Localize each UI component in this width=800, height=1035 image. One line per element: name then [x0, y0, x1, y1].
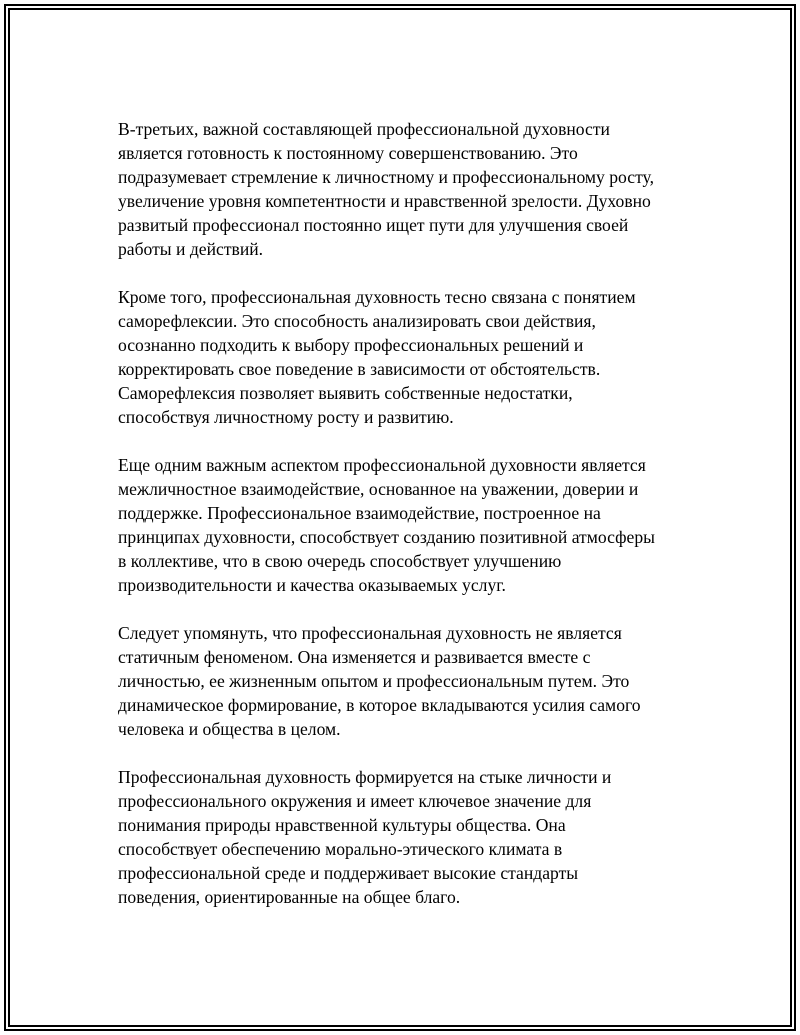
paragraph-1: В-третьих, важной составляющей профессиональной духовности является готовность к постоянному совершенствованию. Это подразумевает стремление к личностному и профессиональному росту, увеличение уровня компетентности и нравственной зрелости. Духовно развитый профессионал постоянно ищет пути для улучшения своей работы и действий. — [118, 119, 654, 259]
paragraph-5: Профессиональная духовность формируется на стыке личности и профессионального окружения и имеет ключевое значение для понимания природы нравственной культуры общества. Она способствует обеспечению морально-этического климата в профессиональной среде и поддерживает высокие стандарты поведения, ориентированные на общее благо. — [118, 767, 612, 907]
paragraph-2: Кроме того, профессиональная духовность тесно связана с понятием саморефлексии. Это способность анализировать свои действия, осознанно подходить к выбору профессиональных решений и корректировать свое поведение в зависимости от обстоятельств. Саморефлексия позволяет выявить собственные недостатки, способствуя личностному росту и развитию. — [118, 287, 636, 427]
paragraph-3: Еще одним важным аспектом профессиональной духовности является межличностное взаимодействие, основанное на уважении, доверии и поддержке. Профессиональное взаимодействие, построенное на принципах духовности, способствует созданию позитивной атмосферы в коллективе, что в свою очередь способствует улучшению производительности и качества оказываемых услуг. — [118, 455, 655, 595]
paragraph-4: Следует упомянуть, что профессиональная духовность не является статичным феноменом. Она изменяется и развивается вместе с личностью, ее жизненным опытом и профессиональным путем. Это динамическое формирование, в которое вкладываются усилия самого человека и общества в целом. — [118, 623, 641, 739]
document-body — [118, 117, 688, 933]
